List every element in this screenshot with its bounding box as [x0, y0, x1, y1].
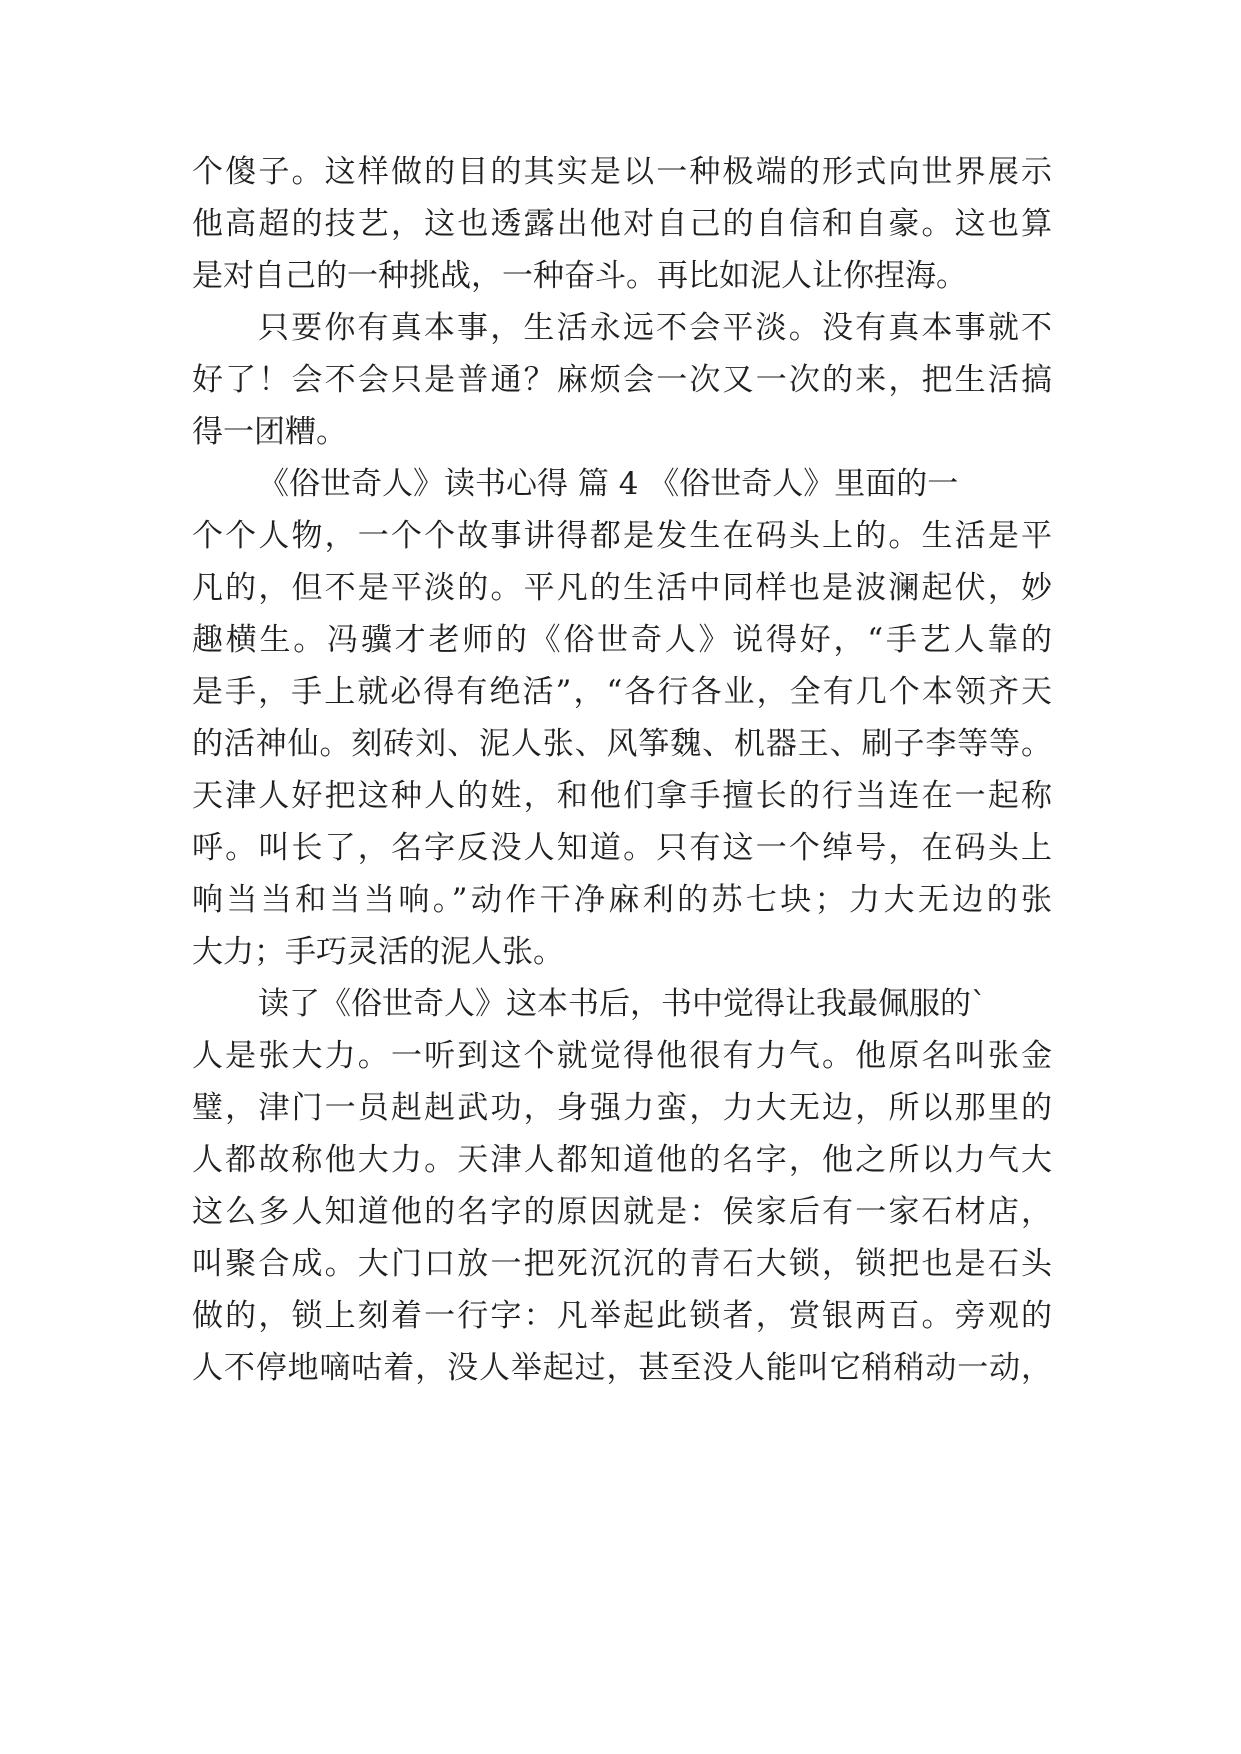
paragraph-4-line-5: 这么多人知道他的名字的原因就是：侯家后有一家石材店， [192, 1194, 1052, 1230]
paragraph-2-line-3: 得一团糟。 [192, 414, 347, 450]
paragraph-4-line-4: 人都故称他大力。天津人都知道他的名字，他之所以力气大 [192, 1142, 1052, 1178]
paragraph-3-line-10: 大力；手巧灵活的泥人张。 [192, 934, 564, 970]
paragraph-3-line-4: 趣横生。冯骥才老师的《俗世奇人》说得好，“手艺人靠的 [192, 622, 1052, 658]
paragraph-2-line-1: 只要你有真本事，生活永远不会平淡。没有真本事就不 [258, 310, 1052, 346]
paragraph-3-line-6: 的活神仙。刻砖刘、泥人张、风筝魏、机器王、刷子李等等。 [192, 726, 1052, 762]
section-heading-line: 《俗世奇人》读书心得 篇 4 《俗世奇人》里面的一 [258, 466, 959, 502]
paragraph-2-line-2: 好了！会不会只是普通？麻烦会一次又一次的来，把生活搞 [192, 362, 1052, 398]
paragraph-3-line-3: 凡的，但不是平淡的。平凡的生活中同样也是波澜起伏，妙 [192, 570, 1052, 606]
paragraph-3-line-7: 天津人好把这种人的姓，和他们拿手擅长的行当连在一起称 [192, 778, 1052, 814]
paragraph-3-line-5: 是手，手上就必得有绝活”，“各行各业，全有几个本领齐天 [192, 674, 1052, 710]
paragraph-3-line-8: 呼。叫长了，名字反没人知道。只有这一个绰号，在码头上 [192, 830, 1052, 866]
text-line-2: 他高超的技艺，这也透露出他对自己的自信和自豪。这也算 [192, 206, 1052, 242]
paragraph-3-line-9: 响当当和当当响。”动作干净麻利的苏七块；力大无边的张 [192, 882, 1052, 918]
paragraph-3-line-2: 个个人物，一个个故事讲得都是发生在码头上的。生活是平 [192, 518, 1052, 554]
paragraph-4-line-1: 读了《俗世奇人》这本书后，书中觉得让我最佩服的` [258, 986, 987, 1022]
paragraph-4-line-3: 璧，津门一员赳赳武功，身强力蛮，力大无边，所以那里的 [192, 1090, 1052, 1126]
paragraph-4-line-7: 做的，锁上刻着一行字：凡举起此锁者，赏银两百。旁观的 [192, 1298, 1052, 1334]
paragraph-4-line-6: 叫聚合成。大门口放一把死沉沉的青石大锁，锁把也是石头 [192, 1246, 1052, 1282]
text-line-3: 是对自己的一种挑战，一种奋斗。再比如泥人让你捏海。 [192, 258, 967, 294]
paragraph-4-line-2: 人是张大力。一听到这个就觉得他很有力气。他原名叫张金 [192, 1038, 1052, 1074]
text-line-1: 个傻子。这样做的目的其实是以一种极端的形式向世界展示 [192, 154, 1052, 190]
paragraph-4-line-8: 人不停地嘀咕着，没人举起过，甚至没人能叫它稍稍动一动， [192, 1350, 1052, 1386]
